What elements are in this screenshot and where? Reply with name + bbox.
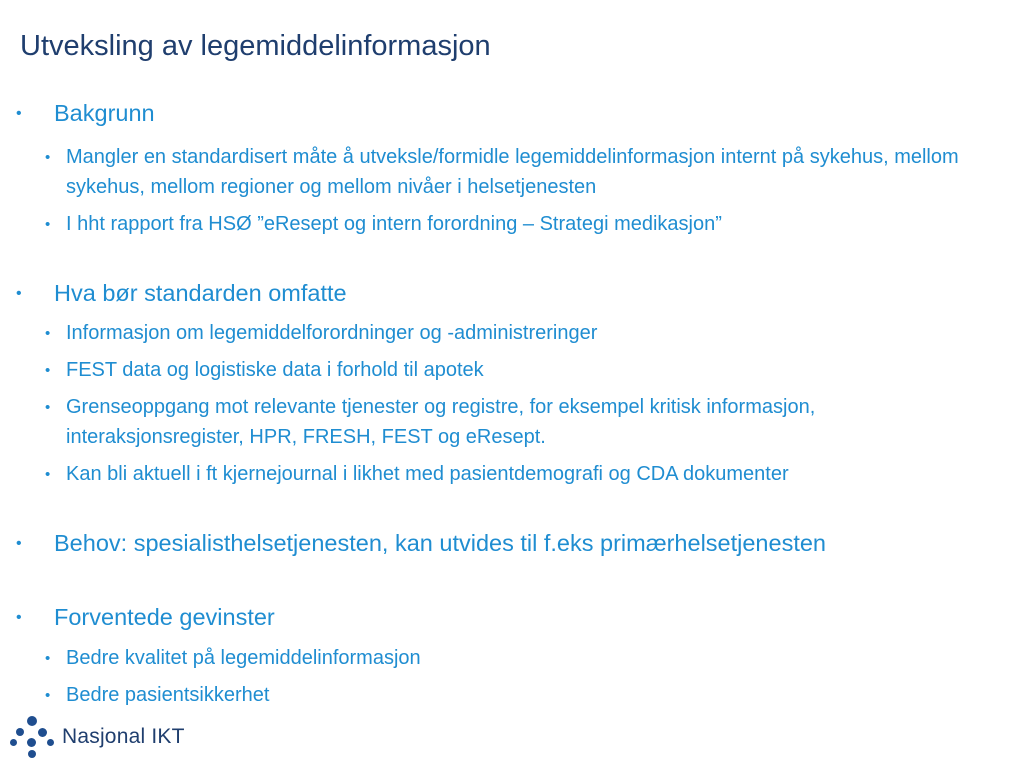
section-heading-text: Behov: spesialisthelsetjenesten, kan utvides til f.eks primærhelsetjenesten [54,530,826,556]
section-heading [16,604,275,631]
list-item [45,680,270,710]
section-heading [16,280,347,307]
logo-dot-icon [38,728,47,737]
bullet-icon: • [16,105,22,122]
section-heading-text: Forventede gevinster [54,604,275,630]
list-item-text: Kan bli aktuell i ft kjernejournal i likhet med pasientdemografi og CDA dokumenter [66,463,789,485]
bullet-icon: • [16,535,22,552]
list-item-text: Mangler en standardisert måte å utveksle/formidle legemiddelinformasjon internt på sykehus, mellom sykehus, mellom regioner og mellom nivåer i helsetjenesten [66,146,959,198]
bullet-icon: • [45,362,51,379]
logo-dot-icon [27,716,37,726]
logo-text: Nasjonal IKT [62,725,185,748]
bullet-icon: • [45,687,51,704]
logo-dot-icon [16,728,24,736]
list-item [45,459,789,489]
list-item-text: Bedre kvalitet på legemiddelinformasjon [66,647,421,669]
section-heading [16,530,826,557]
list-item-text: Grenseoppgang mot relevante tjenester og registre, for eksempel kritisk informasjon, interaksjonsregister, HPR, FRESH, FEST og eResept. [66,396,816,448]
bullet-icon: • [16,609,22,626]
logo-dot-icon [47,739,54,746]
list-item [45,209,722,239]
logo-dot-icon [28,750,36,758]
list-item [45,643,421,673]
list-item-text: Informasjon om legemiddelforordninger og -administreringer [66,322,598,344]
bullet-icon: • [45,216,51,233]
section-heading [16,100,155,127]
bullet-icon: • [45,466,51,483]
list-item [45,142,996,202]
list-item-text: Bedre pasientsikkerhet [66,684,270,706]
bullet-icon: • [45,325,51,342]
slide-title: Utveksling av legemiddelinformasjon [20,30,491,62]
bullet-icon: • [45,149,51,166]
list-item [45,392,906,452]
section-heading-text: Hva bør standarden omfatte [54,280,347,306]
nasjonal-ikt-logo [8,712,208,762]
logo-dot-icon [10,739,17,746]
list-item [45,318,598,348]
list-item-text: I hht rapport fra HSØ ”eResept og intern forordning – Strategi medikasjon” [66,213,722,235]
list-item [45,355,484,385]
list-item-text: FEST data og logistiske data i forhold til apotek [66,359,484,381]
bullet-icon: • [16,285,22,302]
logo-dot-icon [27,738,36,747]
bullet-icon: • [45,399,51,416]
bullet-icon: • [45,650,51,667]
section-heading-text: Bakgrunn [54,100,155,126]
